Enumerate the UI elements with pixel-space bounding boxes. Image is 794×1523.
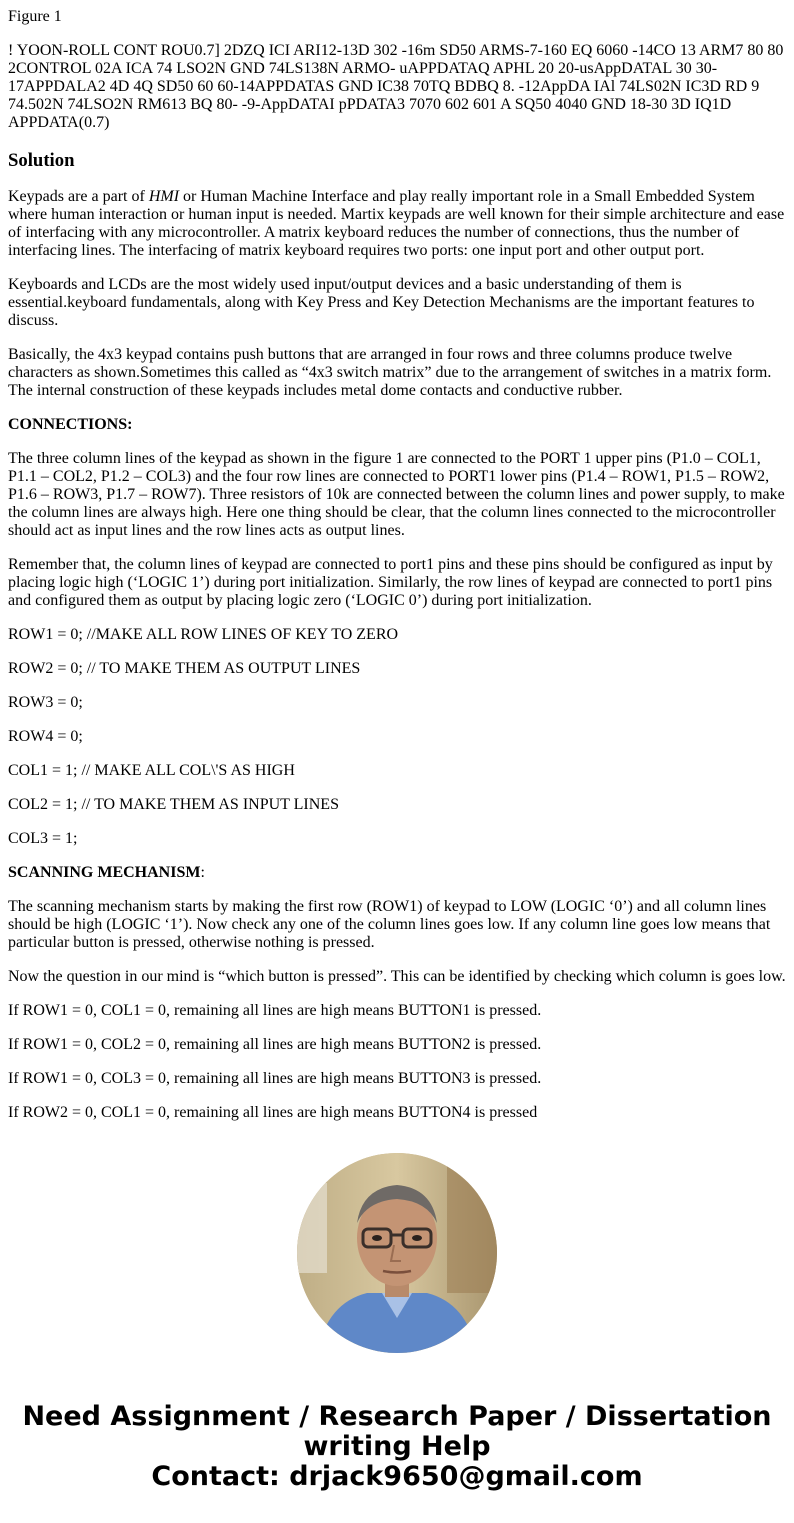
- button-rule: If ROW2 = 0, COL1 = 0, remaining all lines are high means BUTTON4 is pressed: [8, 1104, 538, 1121]
- promo-footer: [0, 1402, 794, 1492]
- article-content: [8, 0, 786, 1126]
- button-rule: If ROW1 = 0, COL3 = 0, remaining all lines are high means BUTTON3 is pressed.: [8, 1070, 542, 1087]
- connections-paragraph-1: The three column lines of the keypad as shown in the figure 1 are connected to the PORT 1 upper pins (P1.0 – COL1, P1.1 – COL2, P1.2 – COL3) and the four row lines are connected to PORT1 lower pins (P1.4 – ROW1, P1.5 – ROW2, P1.6 – ROW3, P1.7 – ROW7). Three resistors of 10k are connected between the column lines and power supply, to make the column lines are always high. Here one thing should be clear, that the column lines connected to the microcontroller should act as input lines and the row lines acts as output lines.: [8, 450, 785, 539]
- scanning-paragraph-1: The scanning mechanism starts by making the first row (ROW1) of keypad to LOW (LOGIC ‘0’) and all column lines should be high (LOGIC ‘1’). Now check any one of the column lines goes low. If any column line goes low means that particular button is pressed, otherwise nothing is pressed.: [8, 898, 771, 951]
- code-line: ROW3 = 0;: [8, 694, 83, 711]
- code-line: COL1 = 1; // MAKE ALL COL\'S AS HIGH: [8, 762, 295, 779]
- avatar: [297, 1153, 497, 1353]
- author-portrait-image: [297, 1153, 497, 1353]
- paragraph-3: Basically, the 4x3 keypad contains push buttons that are arranged in four rows and three columns produce twelve characters as shown.Sometimes this called as “4x3 switch matrix” due to the arrangement of switches in a matrix form. The internal construction of these keypads includes metal dome contacts and conductive rubber.: [8, 346, 772, 399]
- code-line: ROW1 = 0; //MAKE ALL ROW LINES OF KEY TO ZERO: [8, 626, 399, 643]
- scanning-heading: [8, 864, 786, 882]
- promo-contact: Contact: drjack9650@gmail.com: [151, 1461, 643, 1492]
- code-line: ROW2 = 0; // TO MAKE THEM AS OUTPUT LINES: [8, 660, 361, 677]
- code-line: COL3 = 1;: [8, 830, 78, 847]
- solution-heading: Solution: [8, 150, 75, 171]
- code-line: COL2 = 1; // TO MAKE THEM AS INPUT LINES: [8, 796, 339, 813]
- scanning-heading-text: SCANNING MECHANISM: [8, 864, 201, 881]
- button-rule: If ROW1 = 0, COL2 = 0, remaining all lines are high means BUTTON2 is pressed.: [8, 1036, 542, 1053]
- intro-paragraph: [8, 188, 786, 260]
- figure-title: Figure 1: [8, 8, 62, 25]
- promo-line-2: writing Help: [303, 1431, 491, 1462]
- scanning-paragraph-2: Now the question in our mind is “which button is pressed”. This can be identified by checking which column is goes low.: [8, 968, 786, 985]
- connections-heading-text: CONNECTIONS:: [8, 416, 133, 433]
- paragraph-2: Keyboards and LCDs are the most widely used input/output devices and a basic understanding of them is essential.keyboard fundamentals, along with Key Press and Key Detection Mechanisms are the important features to discuss.: [8, 276, 755, 329]
- promo-line-1: Need Assignment / Research Paper / Dissertation: [22, 1401, 772, 1432]
- code-line: ROW4 = 0;: [8, 728, 83, 745]
- intro-pre: Keypads are a part of: [8, 188, 149, 205]
- intro-post: or Human Machine Interface and play really important role in a Small Embedded System where human interaction or human input is needed. Martix keypads are well known for their simple architecture and ease of interfacing with any microcontroller. A matrix keyboard reduces the number of connections, thus the number of interfacing lines. The interfacing of matrix keyboard requires two ports: one input port and other output port.: [8, 188, 785, 259]
- intro-em: HMI: [148, 188, 180, 205]
- connections-paragraph-2: Remember that, the column lines of keypad are connected to port1 pins and these pins should be configured as input by placing logic high (‘LOGIC 1’) during port initialization. Similarly, the row lines of keypad are connected to port1 pins and configured them as output by placing logic zero (‘LOGIC 0’) during port initialization.: [8, 556, 773, 609]
- connections-heading: [8, 416, 786, 434]
- button-rule: If ROW1 = 0, COL1 = 0, remaining all lines are high means BUTTON1 is pressed.: [8, 1002, 542, 1019]
- figure-ocr-text: ! YOON-ROLL CONT ROU0.7] 2DZQ ICI ARI12-13D 302 -16m SD50 ARMS-7-160 EQ 6060 -14CO 13 ARM7 80 80 2CONTROL 02A ICA 74 LSO2N GND 74LS138N ARMO- uAPPDATAQ APHL 20 20-usAppDATAL 30 30-17APPDALA2 4D 4Q SD50 60 60-14APPDATAS GND IC38 70TQ BDBQ 8. -12AppDA IAl 74LS02N IC3D RD 9 74.502N 74LSO2N RM613 BQ 80- -9-AppDATAI pPDATA3 7070 602 601 A SQ50 4040 GND 18-30 3D IQ1D APPDATA(0.7): [8, 42, 784, 131]
- scanning-heading-colon: :: [200, 864, 205, 881]
